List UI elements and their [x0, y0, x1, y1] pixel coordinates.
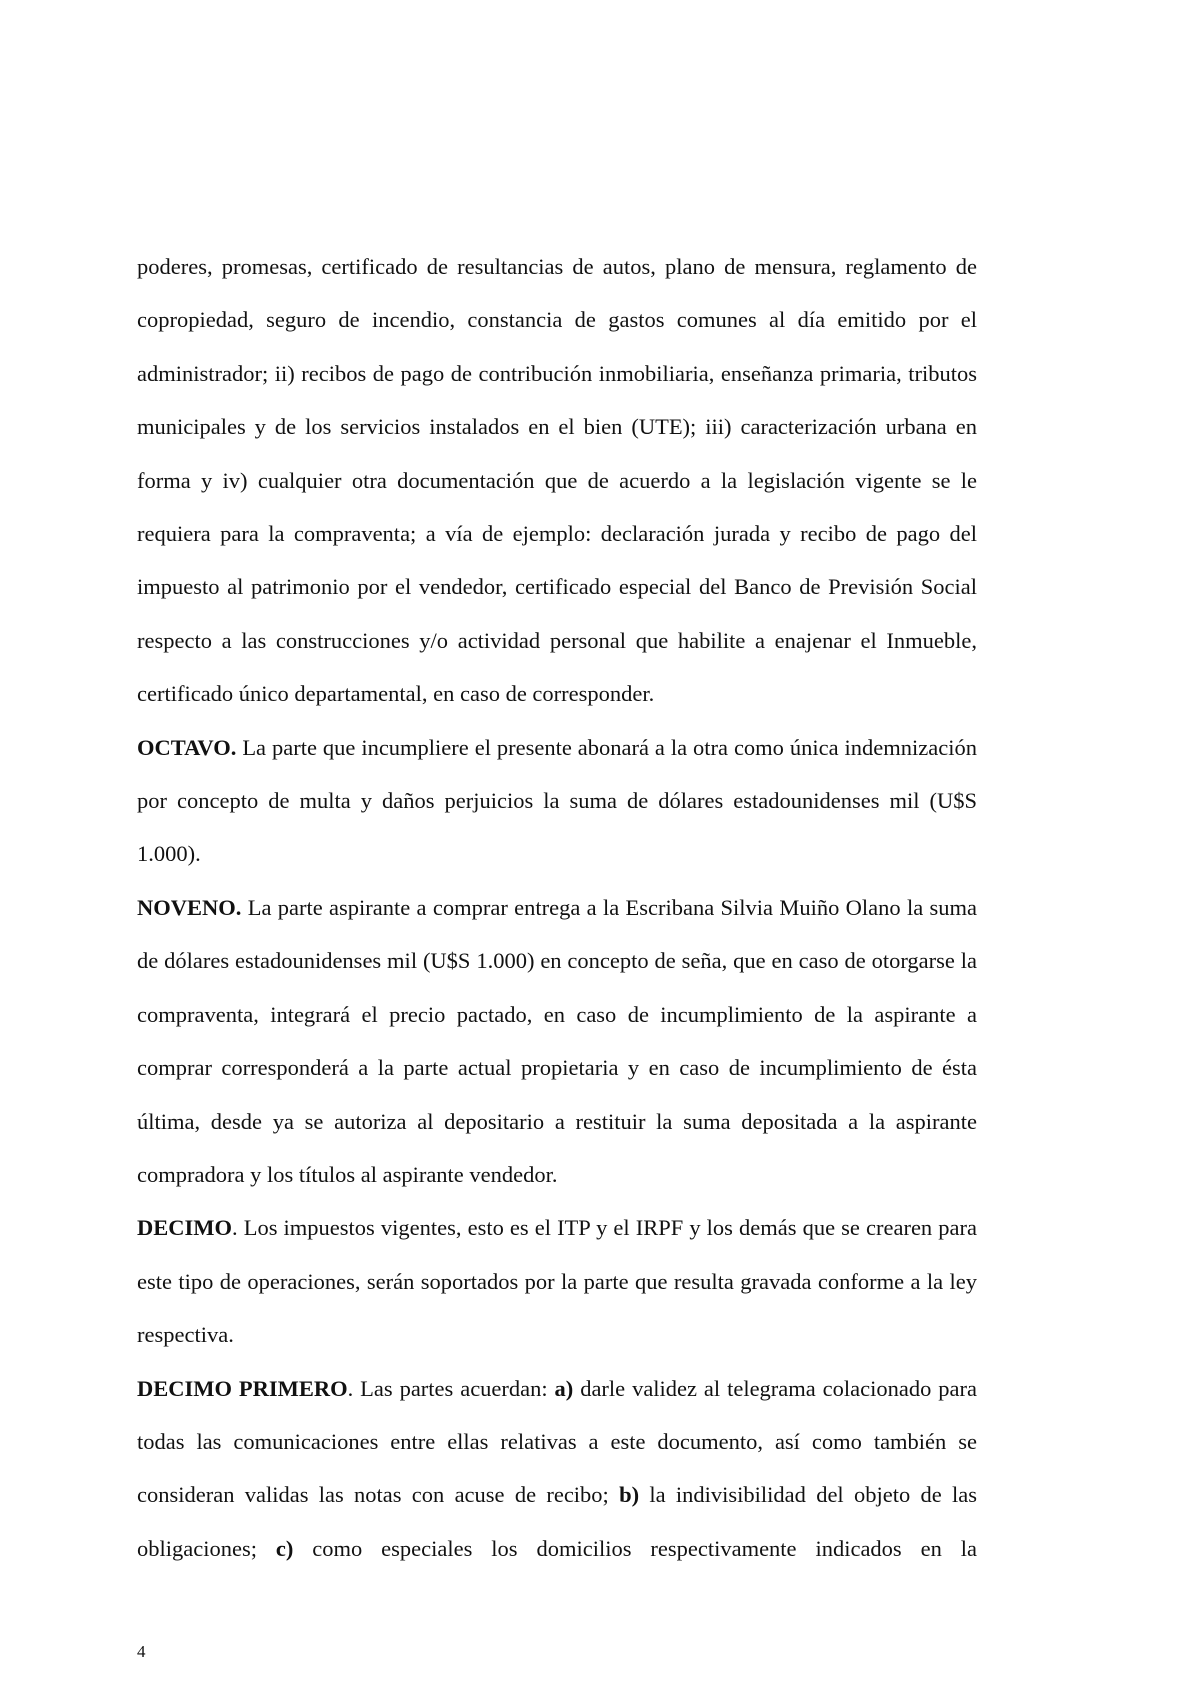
- paragraph-text: darle validez al telegrama colacionado para todas las comunicaciones entre ellas relativas a este documento, así como también se consideran validas las notas con acuse de recibo;: [137, 1375, 977, 1508]
- paragraph-noveno: [137, 881, 977, 1201]
- paragraph-text: La parte aspirante a comprar entrega a la Escribana Silvia Muiño Olano la suma de dólares estadounidenses mil (U$S 1.000) en concepto de seña, que en caso de otorgarse la compraventa, integrará el precio pactado, en caso de incumplimiento de la aspirante a comprar corresponderá a la parte actual propietaria y en caso de incumplimiento de ésta última, desde ya se autoriza al depositario a restituir la suma depositada a la aspirante compradora y los títulos al aspirante vendedor.: [137, 894, 977, 1187]
- clause-heading-octavo: OCTAVO.: [137, 734, 237, 760]
- paragraph-text: La parte que incumpliere el presente abonará a la otra como única indemnización por concepto de multa y daños perjuicios la suma de dólares estadounidenses mil (U$S 1.000).: [137, 734, 977, 867]
- paragraph-decimo: [137, 1201, 977, 1361]
- clause-heading-decimo: DECIMO: [137, 1215, 232, 1241]
- item-marker-b: b): [619, 1482, 640, 1508]
- paragraph-decimo-primero: [137, 1362, 977, 1576]
- paragraph-text: poderes, promesas, certificado de resultancias de autos, plano de mensura, reglamento de copropiedad, seguro de incendio, constancia de gastos comunes al día emitido por el administrador; ii) recibos de pago de contribución inmobiliaria, enseñanza primaria, tributos municipales y de los servicios instalados en el bien (UTE); iii) caracterización urbana en forma y iv) cualquier otra documentación que de acuerdo a la legislación vigente se le requiera para la compraventa; a vía de ejemplo: declaración jurada y recibo de pago del impuesto al patrimonio por el vendedor, certificado especial del Banco de Previsión Social respecto a las construcciones y/o actividad personal que habilite a enajenar el Inmueble, certificado único departamental, en caso de corresponder.: [137, 254, 977, 707]
- paragraph-text: . Los impuestos vigentes, esto es el ITP y el IRPF y los demás que se crearen para este tipo de operaciones, serán soportados por la parte que resulta gravada conforme a la ley respectiva.: [137, 1215, 977, 1348]
- page-number: 4: [137, 1642, 146, 1661]
- item-marker-a: a): [554, 1375, 574, 1401]
- paragraph-septimo-continuation: [137, 240, 977, 721]
- item-marker-c: c): [275, 1535, 294, 1561]
- paragraph-octavo: [137, 721, 977, 881]
- document-body: [137, 240, 977, 1575]
- paragraph-text: la indivisibilidad del objeto de las obligaciones;: [137, 1482, 977, 1561]
- paragraph-text: . Las partes acuerdan:: [347, 1375, 555, 1401]
- clause-heading-decimo-primero: DECIMO PRIMERO: [137, 1375, 348, 1401]
- paragraph-text: como especiales los domicilios respectivamente indicados en la: [293, 1535, 977, 1561]
- clause-heading-noveno: NOVENO.: [137, 894, 242, 920]
